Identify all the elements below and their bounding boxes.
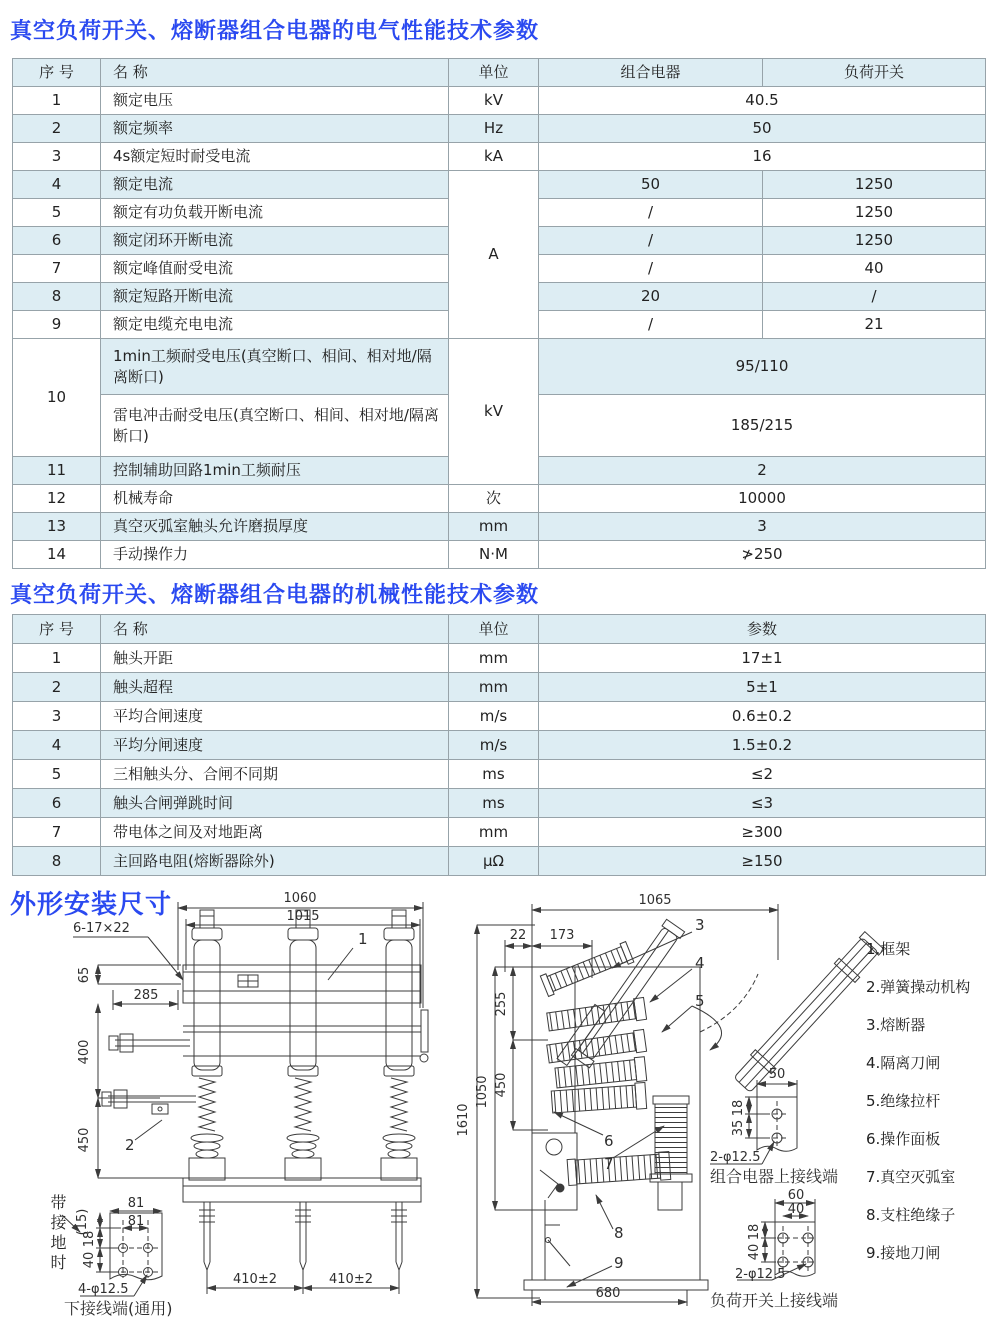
callout-6: 6 bbox=[604, 1132, 614, 1150]
cell-no: 6 bbox=[13, 227, 101, 255]
table-row bbox=[13, 818, 986, 847]
cell-name: 4s额定短时耐受电流 bbox=[101, 143, 449, 171]
cell-name: 三相触头分、合闸不同期 bbox=[101, 760, 449, 789]
cell-no: 8 bbox=[13, 283, 101, 311]
table-row bbox=[13, 143, 986, 171]
cell-unit: kV bbox=[449, 339, 539, 485]
switch-terminal-caption: 负荷开关上接线端 bbox=[710, 1291, 839, 1310]
cell-name: 额定峰值耐受电流 bbox=[101, 255, 449, 283]
dim-40-top: 40 bbox=[787, 1202, 805, 1217]
cell-no: 3 bbox=[13, 702, 101, 731]
cell-switch: 40 bbox=[763, 255, 986, 283]
dim-bolt-holes: 6-17×22 bbox=[73, 921, 130, 936]
cell-combo: 50 bbox=[539, 171, 763, 199]
cell-value: 95/110 bbox=[539, 339, 986, 395]
dim-hole-spec: 4-φ12.5 bbox=[78, 1282, 129, 1297]
legend-item: 9.接地刀闸 bbox=[866, 1244, 941, 1262]
col-header-combo: 组合电器 bbox=[539, 59, 763, 87]
legend-item: 6.操作面板 bbox=[866, 1130, 941, 1148]
cell-no: 9 bbox=[13, 311, 101, 339]
dim-1610: 1610 bbox=[456, 1103, 471, 1137]
callout-1: 1 bbox=[358, 930, 368, 948]
side-view-linework bbox=[524, 919, 885, 1290]
table-row bbox=[13, 339, 986, 395]
cell-name: 1min工频耐受电压(真空断口、相间、相对地/隔离断口) bbox=[101, 339, 449, 395]
legend-item: 8.支柱绝缘子 bbox=[866, 1206, 956, 1224]
dim-40: 40 bbox=[747, 1243, 762, 1261]
cell-no: 5 bbox=[13, 760, 101, 789]
cell-value: ≤3 bbox=[539, 789, 986, 818]
cell-no: 5 bbox=[13, 199, 101, 227]
legend-item: 5.绝缘拉杆 bbox=[866, 1092, 941, 1110]
cell-name: 控制辅助回路1min工频耐压 bbox=[101, 457, 449, 485]
cell-combo: / bbox=[539, 255, 763, 283]
table-header-row bbox=[13, 59, 986, 87]
table-header-row bbox=[13, 615, 986, 644]
cell-name: 额定闭环开断电流 bbox=[101, 227, 449, 255]
cell-value: ≥150 bbox=[539, 847, 986, 876]
table-row bbox=[13, 171, 986, 199]
callout-8: 8 bbox=[614, 1224, 624, 1242]
callout-7: 7 bbox=[604, 1155, 614, 1173]
dim-35: 35 bbox=[731, 1119, 746, 1137]
table-row bbox=[13, 760, 986, 789]
parts-legend bbox=[866, 938, 970, 1263]
outline-drawing bbox=[0, 880, 1000, 1332]
cell-name: 额定电压 bbox=[101, 87, 449, 115]
cell-no: 11 bbox=[13, 457, 101, 485]
legend-item: 4.隔离刀闸 bbox=[866, 1054, 941, 1072]
callout-9: 9 bbox=[614, 1254, 624, 1272]
cell-no: 2 bbox=[13, 673, 101, 702]
cell-unit: Hz bbox=[449, 115, 539, 143]
cell-value: 5±1 bbox=[539, 673, 986, 702]
cell-name: 额定电流 bbox=[101, 171, 449, 199]
table-row bbox=[13, 485, 986, 513]
cell-name: 额定电缆充电电流 bbox=[101, 311, 449, 339]
cell-value: 40.5 bbox=[539, 87, 986, 115]
cell-name: 带电体之间及对地距离 bbox=[101, 818, 449, 847]
cell-combo: 20 bbox=[539, 283, 763, 311]
cell-unit: kV bbox=[449, 87, 539, 115]
cell-name: 雷电冲击耐受电压(真空断口、相间、相对地/隔离断口) bbox=[101, 395, 449, 457]
table-row bbox=[13, 673, 986, 702]
cell-value: 50 bbox=[539, 115, 986, 143]
cell-no: 7 bbox=[13, 818, 101, 847]
dim-18: 18 bbox=[82, 1230, 97, 1248]
dim-hole-spec: 2-φ12.5 bbox=[735, 1267, 786, 1282]
dim-450: 450 bbox=[77, 1127, 92, 1153]
cell-value: 3 bbox=[539, 513, 986, 541]
dim-1050: 1050 bbox=[475, 1075, 490, 1109]
cell-unit: mm bbox=[449, 818, 539, 847]
cell-unit: kA bbox=[449, 143, 539, 171]
dim-60: 60 bbox=[787, 1188, 805, 1203]
dim-40: 40 bbox=[82, 1251, 97, 1269]
lower-terminal-detail bbox=[62, 1196, 173, 1318]
cell-unit: ms bbox=[449, 789, 539, 818]
table-row bbox=[13, 87, 986, 115]
cell-no: 1 bbox=[13, 87, 101, 115]
cell-name: 触头开距 bbox=[101, 644, 449, 673]
cell-no: 13 bbox=[13, 513, 101, 541]
dim-680: 680 bbox=[595, 1286, 621, 1301]
cell-unit: mm bbox=[449, 644, 539, 673]
dim-18: 18 bbox=[731, 1099, 746, 1117]
legend-item: 7.真空灭弧室 bbox=[866, 1168, 956, 1186]
electrical-section-title: 真空负荷开关、熔断器组合电器的电气性能技术参数 bbox=[10, 19, 540, 44]
col-header-unit: 单位 bbox=[449, 615, 539, 644]
cell-unit: μΩ bbox=[449, 847, 539, 876]
table-row bbox=[13, 644, 986, 673]
dim-18: 18 bbox=[747, 1223, 762, 1241]
combo-terminal-detail bbox=[710, 1067, 838, 1186]
cell-name: 触头合闸弹跳时间 bbox=[101, 789, 449, 818]
col-header-param: 参数 bbox=[539, 615, 986, 644]
dim-81-inner: 81 bbox=[127, 1214, 145, 1229]
cell-no: 14 bbox=[13, 541, 101, 569]
table-row bbox=[13, 115, 986, 143]
dim-15: (15) bbox=[75, 1208, 90, 1236]
cell-no: 7 bbox=[13, 255, 101, 283]
cell-name: 机械寿命 bbox=[101, 485, 449, 513]
cell-unit: 次 bbox=[449, 485, 539, 513]
dim-50: 50 bbox=[768, 1067, 786, 1082]
dim-22: 22 bbox=[509, 928, 527, 943]
col-header-name: 名 称 bbox=[101, 59, 449, 87]
cell-value: 2 bbox=[539, 457, 986, 485]
dim-1065: 1065 bbox=[638, 893, 672, 908]
cell-no: 4 bbox=[13, 171, 101, 199]
cell-no: 3 bbox=[13, 143, 101, 171]
cell-name: 平均分闸速度 bbox=[101, 731, 449, 760]
cell-switch: 1250 bbox=[763, 227, 986, 255]
cell-switch: 1250 bbox=[763, 171, 986, 199]
col-header-no: 序 号 bbox=[13, 59, 101, 87]
cell-name: 额定有功负载开断电流 bbox=[101, 199, 449, 227]
cell-value: 1.5±0.2 bbox=[539, 731, 986, 760]
cell-combo: / bbox=[539, 311, 763, 339]
cell-switch: 21 bbox=[763, 311, 986, 339]
cell-no: 12 bbox=[13, 485, 101, 513]
front-view-dimensions bbox=[73, 902, 423, 1294]
cell-no: 2 bbox=[13, 115, 101, 143]
outline-section-title: 外形安装尺寸 bbox=[10, 890, 173, 920]
dim-1060: 1060 bbox=[283, 891, 317, 906]
cell-value: ≤2 bbox=[539, 760, 986, 789]
col-header-switch: 负荷开关 bbox=[763, 59, 986, 87]
legend-item: 3.熔断器 bbox=[866, 1016, 926, 1034]
col-header-no: 序 号 bbox=[13, 615, 101, 644]
cell-unit: N·M bbox=[449, 541, 539, 569]
cell-switch: / bbox=[763, 283, 986, 311]
dim-255: 255 bbox=[494, 991, 509, 1017]
mechanical-section-title: 真空负荷开关、熔断器组合电器的机械性能技术参数 bbox=[10, 583, 540, 608]
table-row bbox=[13, 847, 986, 876]
table-row bbox=[13, 789, 986, 818]
cell-unit: A bbox=[449, 171, 539, 339]
grounding-side-label: 带接地时 bbox=[48, 1194, 67, 1274]
cell-unit: m/s bbox=[449, 731, 539, 760]
combo-terminal-caption: 组合电器上接线端 bbox=[710, 1167, 839, 1186]
cell-name: 额定频率 bbox=[101, 115, 449, 143]
legend-item: 1.框架 bbox=[866, 940, 911, 958]
cell-value: ≥300 bbox=[539, 818, 986, 847]
mechanical-params-table bbox=[12, 614, 986, 876]
dim-410b: 410±2 bbox=[329, 1272, 373, 1287]
cell-name: 平均合闸速度 bbox=[101, 702, 449, 731]
dim-1015: 1015 bbox=[286, 909, 320, 924]
cell-unit: mm bbox=[449, 673, 539, 702]
cell-value: 10000 bbox=[539, 485, 986, 513]
cell-no: 4 bbox=[13, 731, 101, 760]
cell-name: 真空灭弧室触头允许磨损厚度 bbox=[101, 513, 449, 541]
cell-value: 17±1 bbox=[539, 644, 986, 673]
cell-value: 185/215 bbox=[539, 395, 986, 457]
cell-combo: / bbox=[539, 199, 763, 227]
cell-no: 1 bbox=[13, 644, 101, 673]
col-header-unit: 单位 bbox=[449, 59, 539, 87]
cell-combo: / bbox=[539, 227, 763, 255]
cell-name: 主回路电阻(熔断器除外) bbox=[101, 847, 449, 876]
cell-value: ≯250 bbox=[539, 541, 986, 569]
cell-unit: mm bbox=[449, 513, 539, 541]
table-row bbox=[13, 731, 986, 760]
callout-2: 2 bbox=[125, 1136, 135, 1154]
callout-5: 5 bbox=[695, 992, 705, 1010]
dim-410a: 410±2 bbox=[233, 1272, 277, 1287]
cell-unit: m/s bbox=[449, 702, 539, 731]
cell-value: 16 bbox=[539, 143, 986, 171]
switch-terminal-detail bbox=[710, 1188, 838, 1310]
cell-no: 8 bbox=[13, 847, 101, 876]
front-view-linework bbox=[102, 910, 428, 1270]
dim-285: 285 bbox=[133, 988, 159, 1003]
dim-400: 400 bbox=[77, 1039, 92, 1065]
callout-3: 3 bbox=[695, 916, 705, 934]
dim-81-outer: 81 bbox=[127, 1196, 145, 1211]
cell-value: 0.6±0.2 bbox=[539, 702, 986, 731]
cell-name: 额定短路开断电流 bbox=[101, 283, 449, 311]
dim-65: 65 bbox=[77, 966, 92, 984]
col-header-name: 名 称 bbox=[101, 615, 449, 644]
cell-name: 触头超程 bbox=[101, 673, 449, 702]
table-row bbox=[13, 513, 986, 541]
table-row bbox=[13, 702, 986, 731]
cell-unit: ms bbox=[449, 760, 539, 789]
dim-173: 173 bbox=[549, 928, 575, 943]
callout-4: 4 bbox=[695, 954, 705, 972]
dim-hole-spec: 2-φ12.5 bbox=[710, 1150, 761, 1165]
table-row bbox=[13, 541, 986, 569]
dim-450b: 450 bbox=[494, 1072, 509, 1098]
cell-name: 手动操作力 bbox=[101, 541, 449, 569]
cell-no: 6 bbox=[13, 789, 101, 818]
cell-switch: 1250 bbox=[763, 199, 986, 227]
cell-no: 10 bbox=[13, 339, 101, 457]
legend-item: 2.弹簧操动机构 bbox=[866, 978, 971, 996]
lower-terminal-caption: 下接线端(通用) bbox=[64, 1299, 173, 1318]
electrical-params-table bbox=[12, 58, 986, 569]
